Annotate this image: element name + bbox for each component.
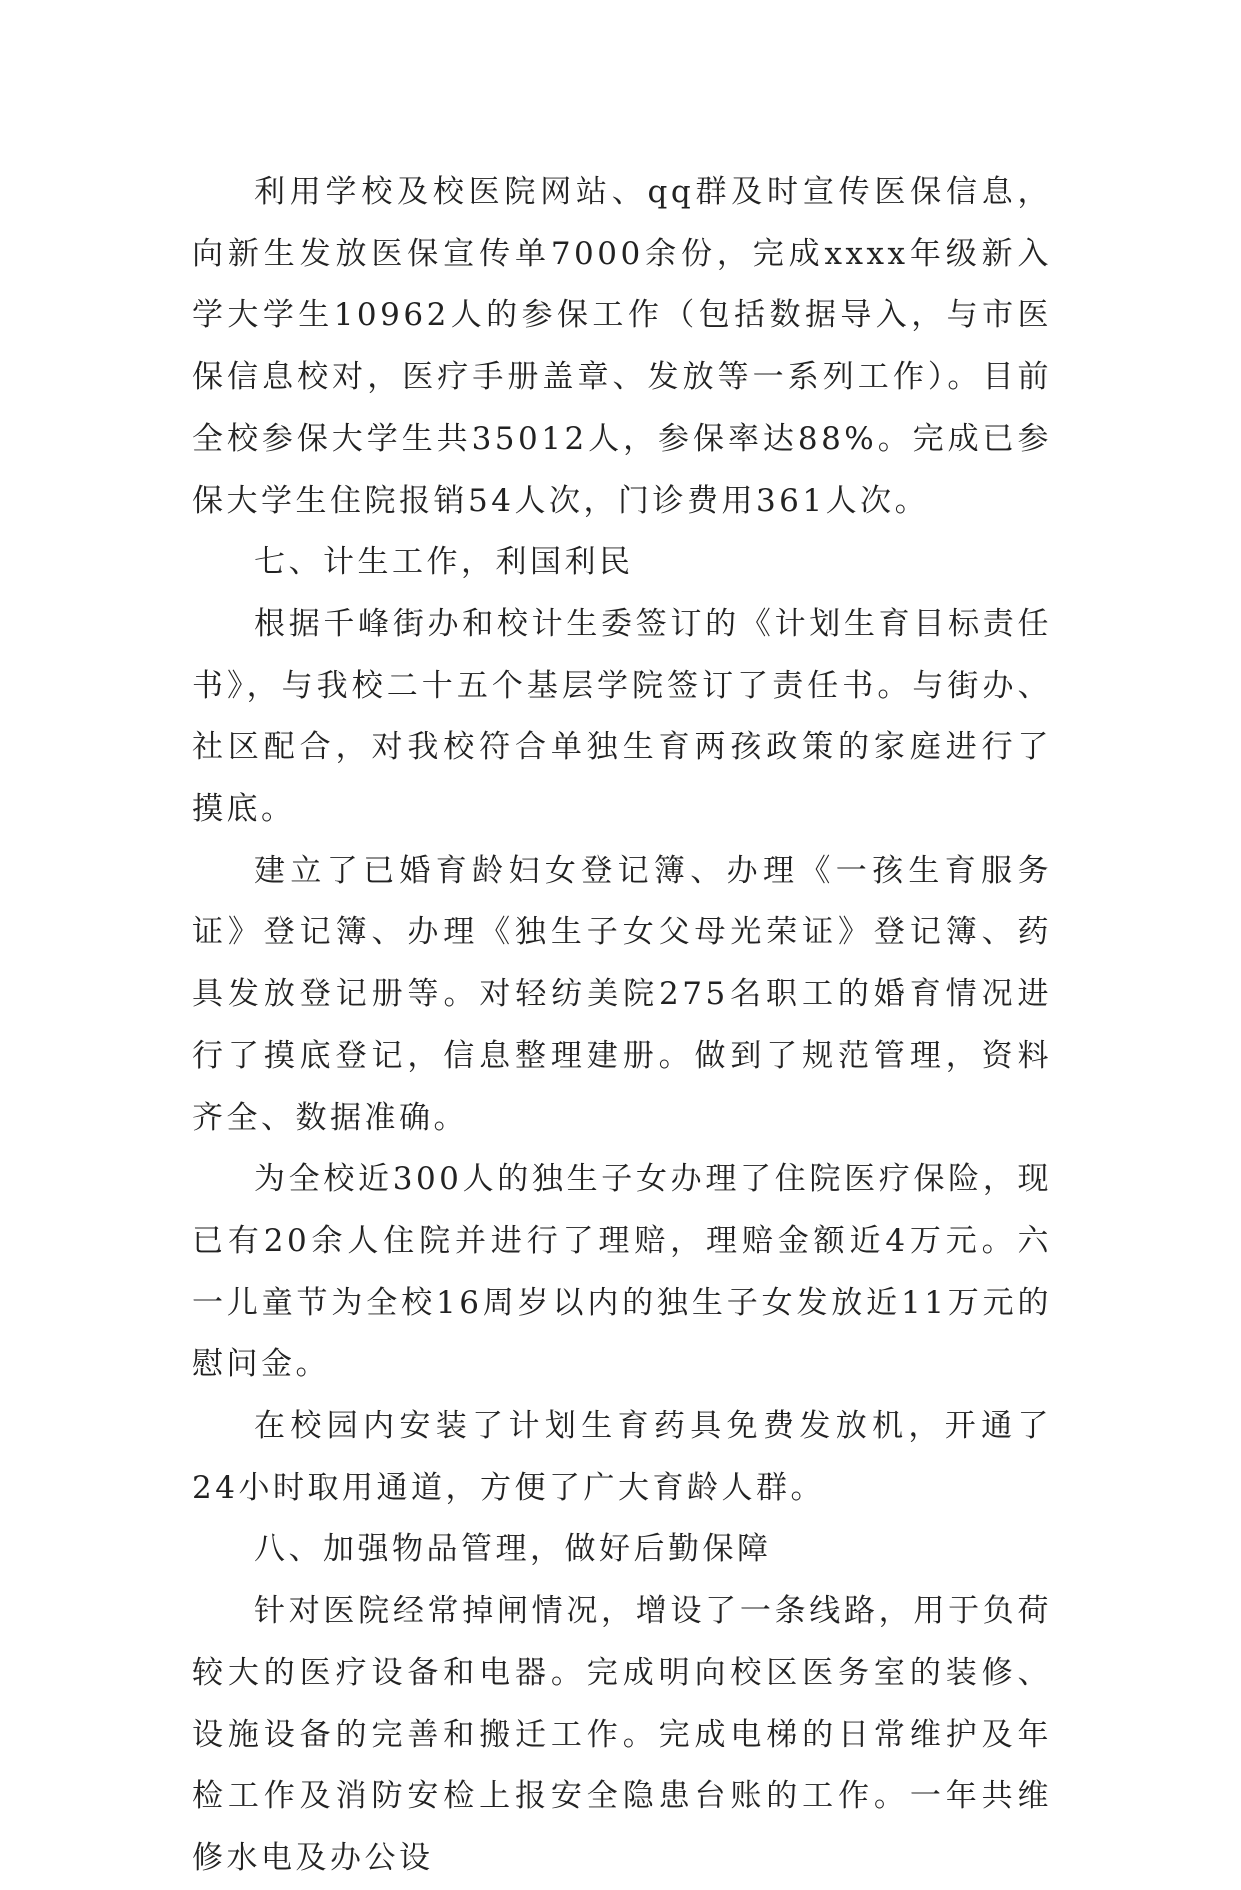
paragraph-dispensing-machine: 在校园内安装了计划生育药具免费发放机，开通了24小时取用通道，方便了广大育龄人群。 bbox=[192, 1408, 1052, 1506]
paragraph-maintenance: 针对医院经常掉闸情况，增设了一条线路，用于负荷较大的医疗设备和电器。完成明向校区医务室的装修、设施设备的完善和搬迁工作。完成电梯的日常维护及年检工作及消防安检上报安全隐患台账的工作。一年共维修水电及办公设 bbox=[192, 1593, 1052, 1876]
section-heading-logistics: 八、加强物品管理，做好后勤保障 bbox=[254, 1531, 772, 1568]
paragraph-registers: 建立了已婚育龄妇女登记簿、办理《一孩生育服务证》登记簿、办理《独生子女父母光荣证》登记簿、药具发放登记册等。对轻纺美院275名职工的婚育情况进行了摸底登记，信息整理建册。做到了规范管理，资料齐全、数据准确。 bbox=[192, 852, 1052, 1136]
paragraph-only-child-insurance: 为全校近300人的独生子女办理了住院医疗保险，现已有20余人住院并进行了理赔，理赔金额近4万元。六一儿童节为全校16周岁以内的独生子女发放近11万元的慰问金。 bbox=[192, 1161, 1052, 1383]
section-heading-family-planning: 七、计生工作，利国利民 bbox=[254, 544, 634, 581]
paragraph-medical-insurance: 利用学校及校医院网站、qq群及时宣传医保信息，向新生发放医保宣传单7000余份，完成xxxx年级新入学大学生10962人的参保工作（包括数据导入，与市医保信息校对，医疗手册盖章、发放等一系列工作）。目前全校参保大学生共35012人，参保率达88%。完成已参保大学生住院报销54人次，门诊费用361人次。 bbox=[192, 174, 1052, 519]
document-body bbox=[192, 162, 1052, 1890]
paragraph-responsibility-agreement: 根据千峰街办和校计生委签订的《计划生育目标责任书》，与我校二十五个基层学院签订了责任书。与街办、社区配合，对我校符合单独生育两孩政策的家庭进行了摸底。 bbox=[192, 605, 1052, 828]
